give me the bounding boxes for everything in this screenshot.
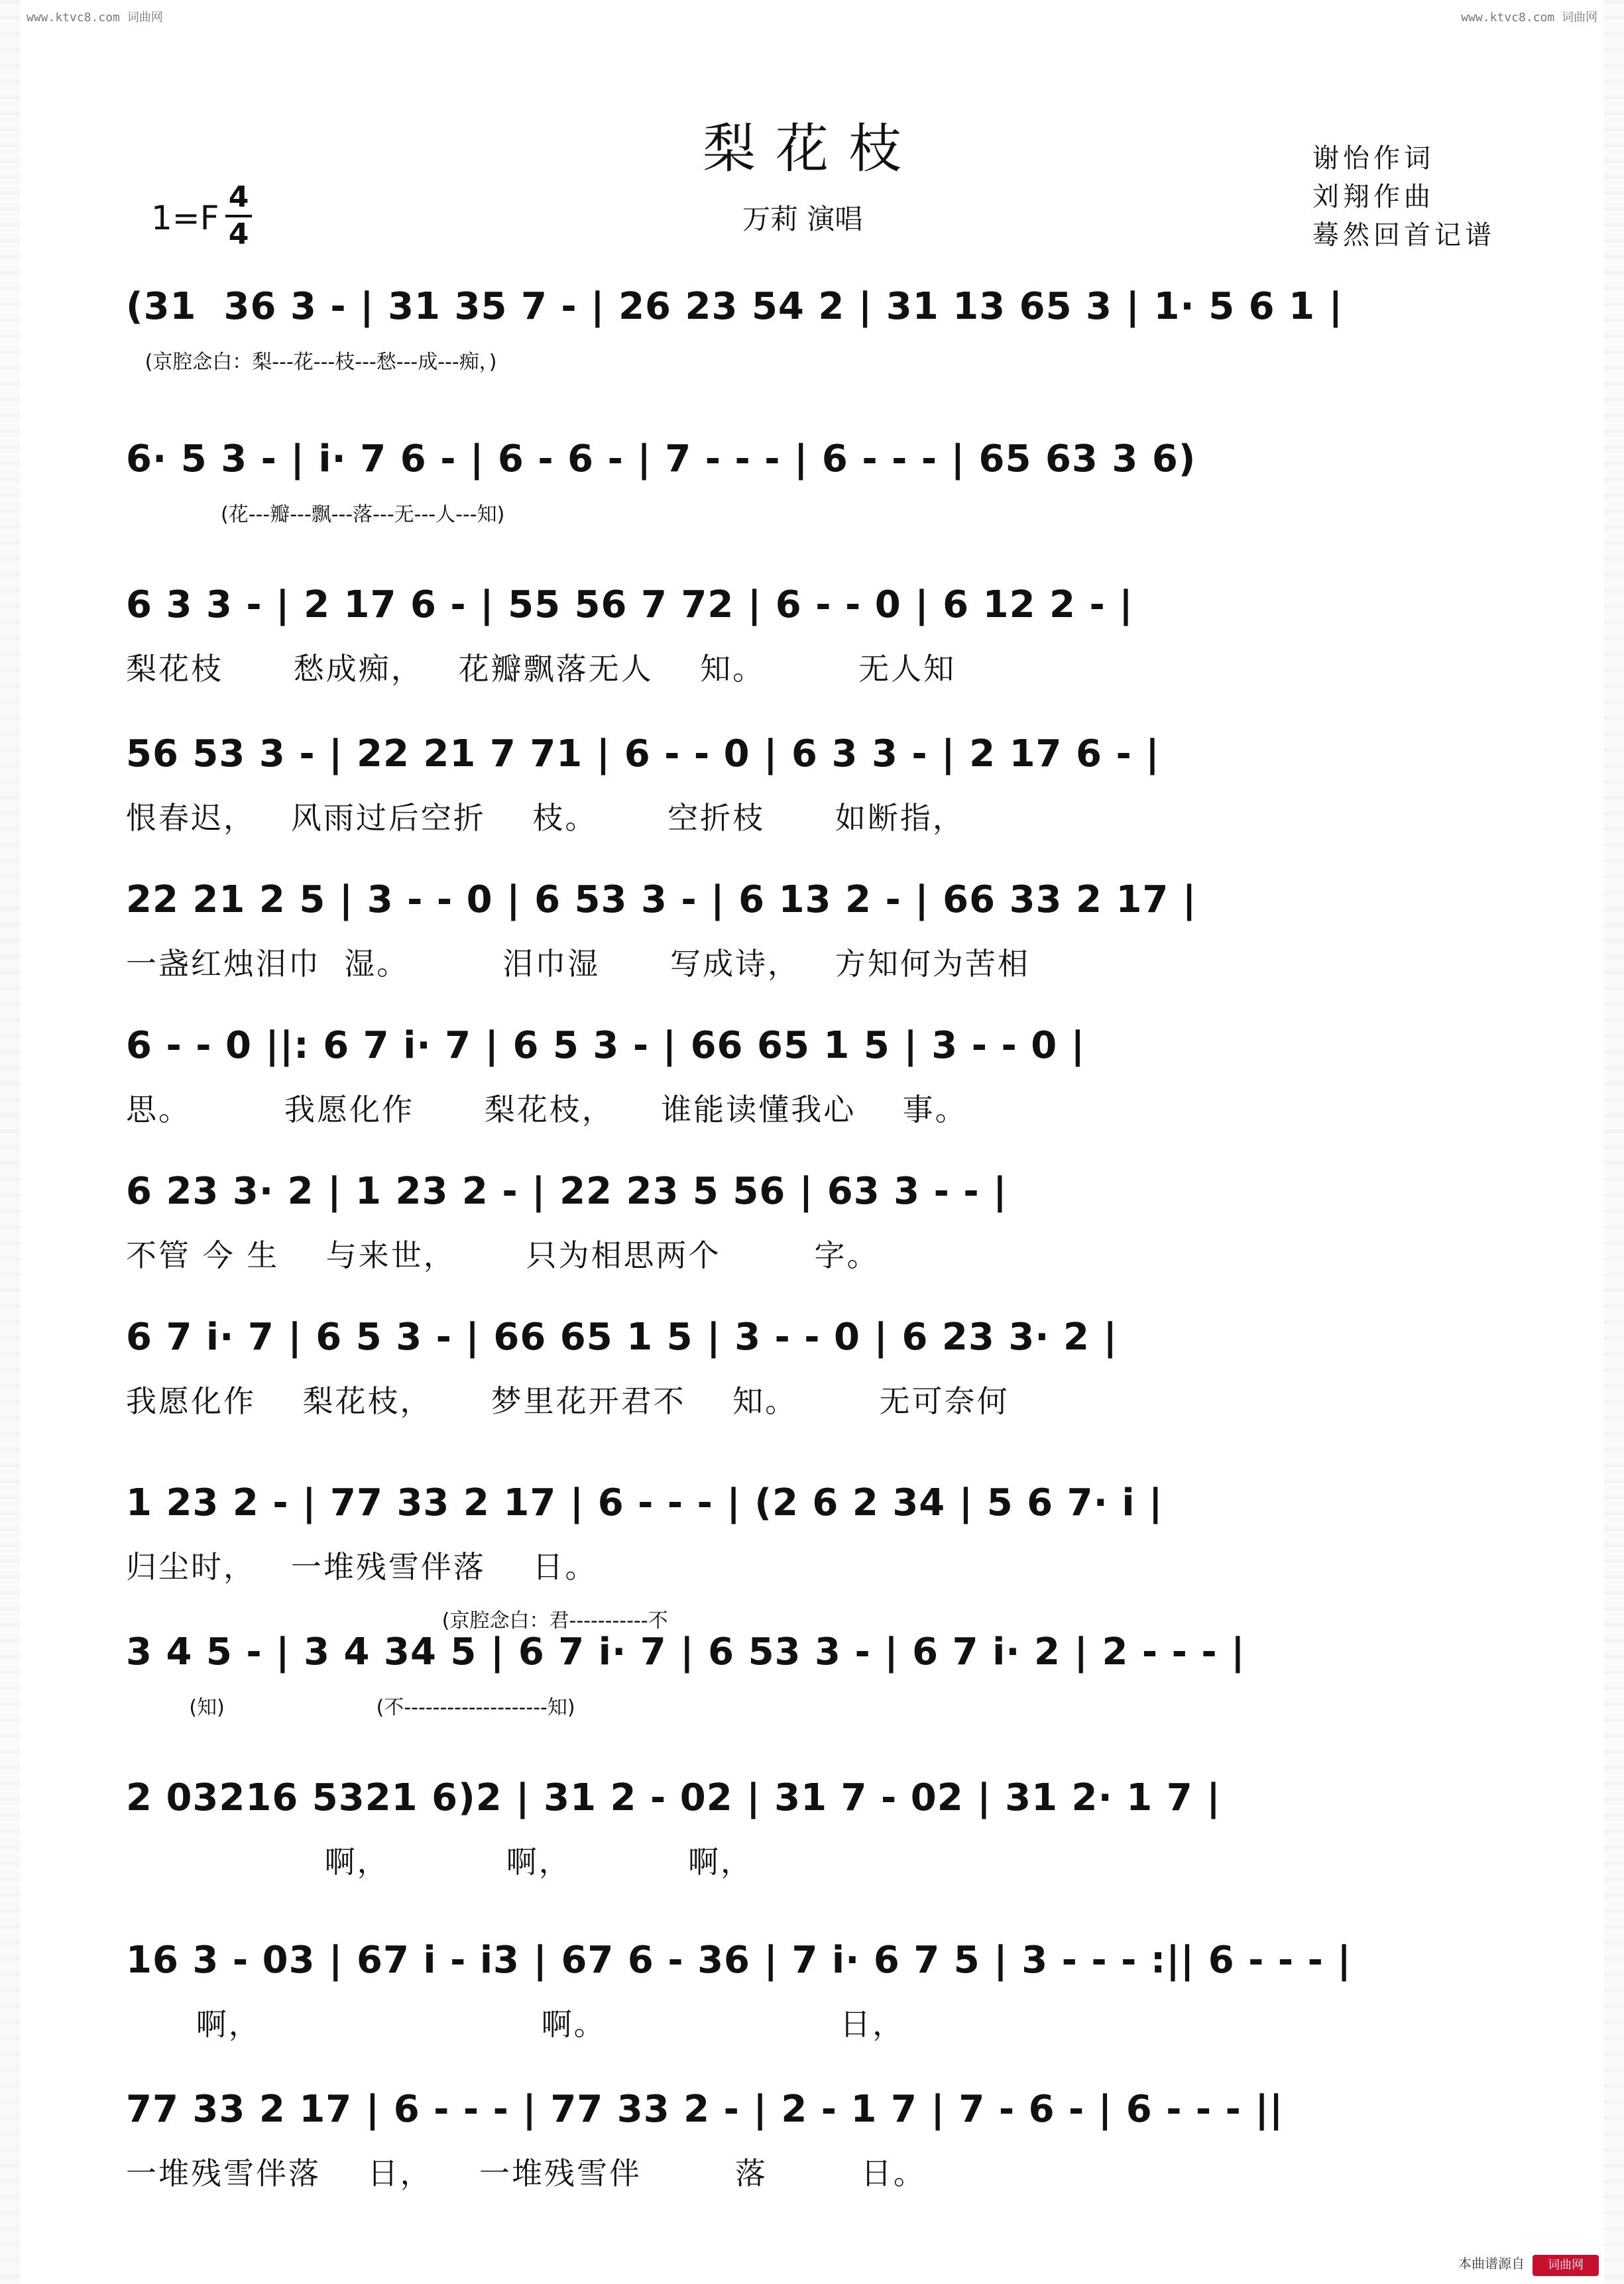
score-row [126, 878, 1505, 984]
key-signature: 1=F [151, 199, 219, 237]
lyrics-line: 啊， 啊， 啊， [126, 1844, 754, 1880]
lyrics-line: 思。 我愿化作 梨花枝， 谁能读懂我心 事。 [126, 1092, 968, 1127]
transcriber-credit: 蓦然回首记谱 [1312, 220, 1495, 251]
score-row [126, 1630, 1505, 1720]
time-signature [225, 180, 252, 252]
score-row [126, 1776, 1505, 1882]
notation-line: 77 33 2 17 | 6 - - - | 77 33 2 - | 2 - 1 7 | 7 - 6 - | 6 - - - || [126, 2088, 1284, 2131]
notation-line: 6 - - 0 ||: 6 7 i· 7 | 6 5 3 - | 66 65 1 5 | 3 - - 0 | [126, 1024, 1086, 1067]
lyrics-line: 啊， 啊。 日， [126, 2006, 905, 2042]
notation-line: 3 4 5 - | 3 4 34 5 | 6 7 i· 7 | 6 53 3 - | 6 7 i· 2 | 2 - - - | [126, 1630, 1246, 1674]
notation-line: (31 36 3 - | 31 35 7 - | 26 23 54 2 | 31 13 65 3 | 1· 5 6 1 | [126, 285, 1344, 328]
site-watermark-right: www.ktvc8.com 词曲网 [1461, 11, 1597, 25]
score-row [126, 1024, 1505, 1129]
recitation-note: (京腔念白：君-----------不 [126, 1609, 668, 1632]
notation-line: 16 3 - 03 | 67 i - i3 | 67 6 - 36 | 7 i· 6 7 5 | 3 - - - :|| 6 - - - | [126, 1939, 1352, 1982]
recitation-note: (京腔念白：梨---花---枝---愁---成---痴，) [126, 351, 497, 374]
notation-line: 1 23 2 - | 77 33 2 17 | 6 - - - | (2 6 2 34 | 5 6 7· i | [126, 1481, 1163, 1524]
lyricist-credit: 谢怡作词 [1312, 143, 1434, 174]
score-row [126, 1170, 1505, 1275]
score-row [126, 1481, 1505, 1633]
score-row [126, 583, 1505, 689]
lyrics-line: 恨春迟， 风雨过后空折 枝。 空折枝 如断指， [126, 800, 965, 836]
notation-line: 6 7 i· 7 | 6 5 3 - | 66 65 1 5 | 3 - - 0 | 6 23 3· 2 | [126, 1316, 1118, 1359]
composer-credit: 刘翔作曲 [1312, 182, 1434, 212]
site-logo[interactable]: 词曲网 [1533, 2255, 1599, 2276]
notation-line: 56 53 3 - | 22 21 7 71 | 6 - - 0 | 6 3 3 - | 2 17 6 - | [126, 732, 1160, 775]
lyrics-line: 一堆残雪伴落 日， 一堆残雪伴 落 日。 [126, 2155, 926, 2191]
notation-line: 6 3 3 - | 2 17 6 - | 55 56 7 72 | 6 - - 0 | 6 12 2 - | [126, 583, 1133, 626]
credits-block [1312, 139, 1495, 255]
site-watermark-left: www.ktvc8.com 词曲网 [27, 11, 163, 25]
lyrics-line: 梨花枝 愁成痴， 花瓣飘落无人 知。 无人知 [126, 651, 957, 687]
score-row [126, 732, 1505, 838]
lyrics-line: 归尘时， 一堆残雪伴落 日。 [126, 1549, 598, 1585]
time-signature-top: 4 [228, 180, 249, 214]
lyrics-line: 一盏红烛泪巾 湿。 泪巾湿 写成诗， 方知何为苦相 [126, 946, 1030, 982]
score-row [126, 1939, 1505, 2044]
recitation-note: (知) (不--------------------知) [126, 1696, 575, 1719]
singer-credit: 万莉 演唱 [742, 203, 863, 235]
left-margin-strip [0, 0, 20, 2284]
time-signature-bottom: 4 [228, 217, 249, 251]
lyrics-line: 我愿化作 梨花枝， 梦里花开君不 知。 无可奈何 [126, 1383, 1010, 1419]
notation-line: 6 23 3· 2 | 1 23 2 - | 22 23 5 56 | 63 3 - - | [126, 1170, 1008, 1213]
score-row [126, 2088, 1505, 2193]
score-row [126, 285, 1505, 374]
score-row [126, 437, 1505, 527]
source-footer: 本曲谱源自 [1458, 2255, 1525, 2271]
notation-line: 6· 5 3 - | i· 7 6 - | 6 - 6 - | 7 - - - | 6 - - - | 65 63 3 6) [126, 437, 1196, 481]
song-title: 梨花枝 [703, 118, 921, 180]
notation-line: 22 21 2 5 | 3 - - 0 | 6 53 3 - | 6 13 2 - | 66 33 2 17 | [126, 878, 1197, 921]
right-margin-strip [1604, 0, 1624, 2284]
score-row [126, 1316, 1505, 1421]
recitation-note: (花---瓣---飘---落---无---人---知) [126, 503, 505, 526]
lyrics-line: 不管 今 生 与来世， 只为相思两个 字。 [126, 1237, 880, 1273]
notation-line: 2 03216 5321 6)2 | 31 2 - 02 | 31 7 - 02 | 31 2· 1 7 | [126, 1776, 1221, 1819]
